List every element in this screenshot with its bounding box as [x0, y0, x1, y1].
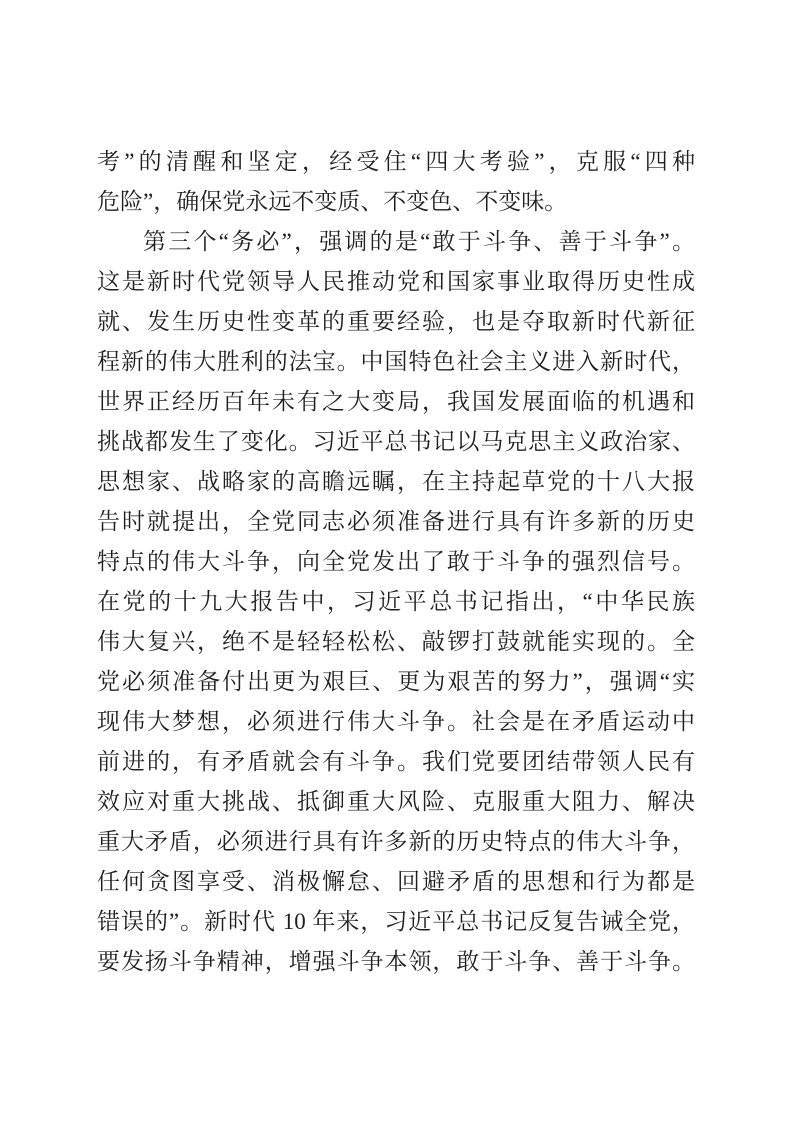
text-line: 特点的伟大斗争，向全党发出了敢于斗争的强烈信号。: [97, 549, 695, 574]
text-line: 挑战都发生了变化。习近平总书记以马克思主义政治家、: [97, 429, 695, 454]
text-line: 这是新时代党领导人民推动党和国家事业取得历史性成: [97, 269, 695, 294]
text-line: 就、发生历史性变革的重要经验，也是夺取新时代新征: [97, 309, 695, 334]
text-line: 思想家、战略家的高瞻远瞩，在主持起草党的十八大报: [97, 469, 695, 494]
text-line: 重大矛盾，必须进行具有许多新的历史特点的伟大斗争，: [97, 829, 695, 854]
text-line: 伟大复兴，绝不是轻轻松松、敲锣打鼓就能实现的。全: [97, 629, 695, 654]
text-line: 效应对重大挑战、抵御重大风险、克服重大阻力、解决: [97, 789, 695, 814]
text-line: 前进的，有矛盾就会有斗争。我们党要团结带领人民有: [97, 749, 695, 774]
text-line: 危险”，确保党永远不变质、不变色、不变味。: [97, 189, 568, 214]
text-line: 党必须准备付出更为艰巨、更为艰苦的努力”，强调“实: [97, 669, 695, 694]
text-line: 要发扬斗争精神，增强斗争本领，敢于斗争、善于斗争。: [97, 949, 695, 974]
document-text-block: [97, 142, 695, 982]
text-line: 第三个“务必”，强调的是“敢于斗争、善于斗争”。: [143, 229, 695, 254]
text-line: 错误的”。新时代 10 年来，习近平总书记反复告诫全党，: [97, 909, 695, 934]
text-line: 任何贪图享受、消极懈怠、回避矛盾的思想和行为都是: [97, 869, 695, 894]
text-line: 程新的伟大胜利的法宝。中国特色社会主义进入新时代，: [97, 349, 695, 374]
text-line: 世界正经历百年未有之大变局，我国发展面临的机遇和: [97, 389, 695, 414]
text-line: 在党的十九大报告中，习近平总书记指出，“中华民族: [97, 589, 695, 614]
text-line: 考”的清醒和坚定，经受住“四大考验”，克服“四种: [97, 149, 695, 174]
text-line: 告时就提出，全党同志必须准备进行具有许多新的历史: [97, 509, 695, 534]
text-line: 现伟大梦想，必须进行伟大斗争。社会是在矛盾运动中: [97, 709, 695, 734]
